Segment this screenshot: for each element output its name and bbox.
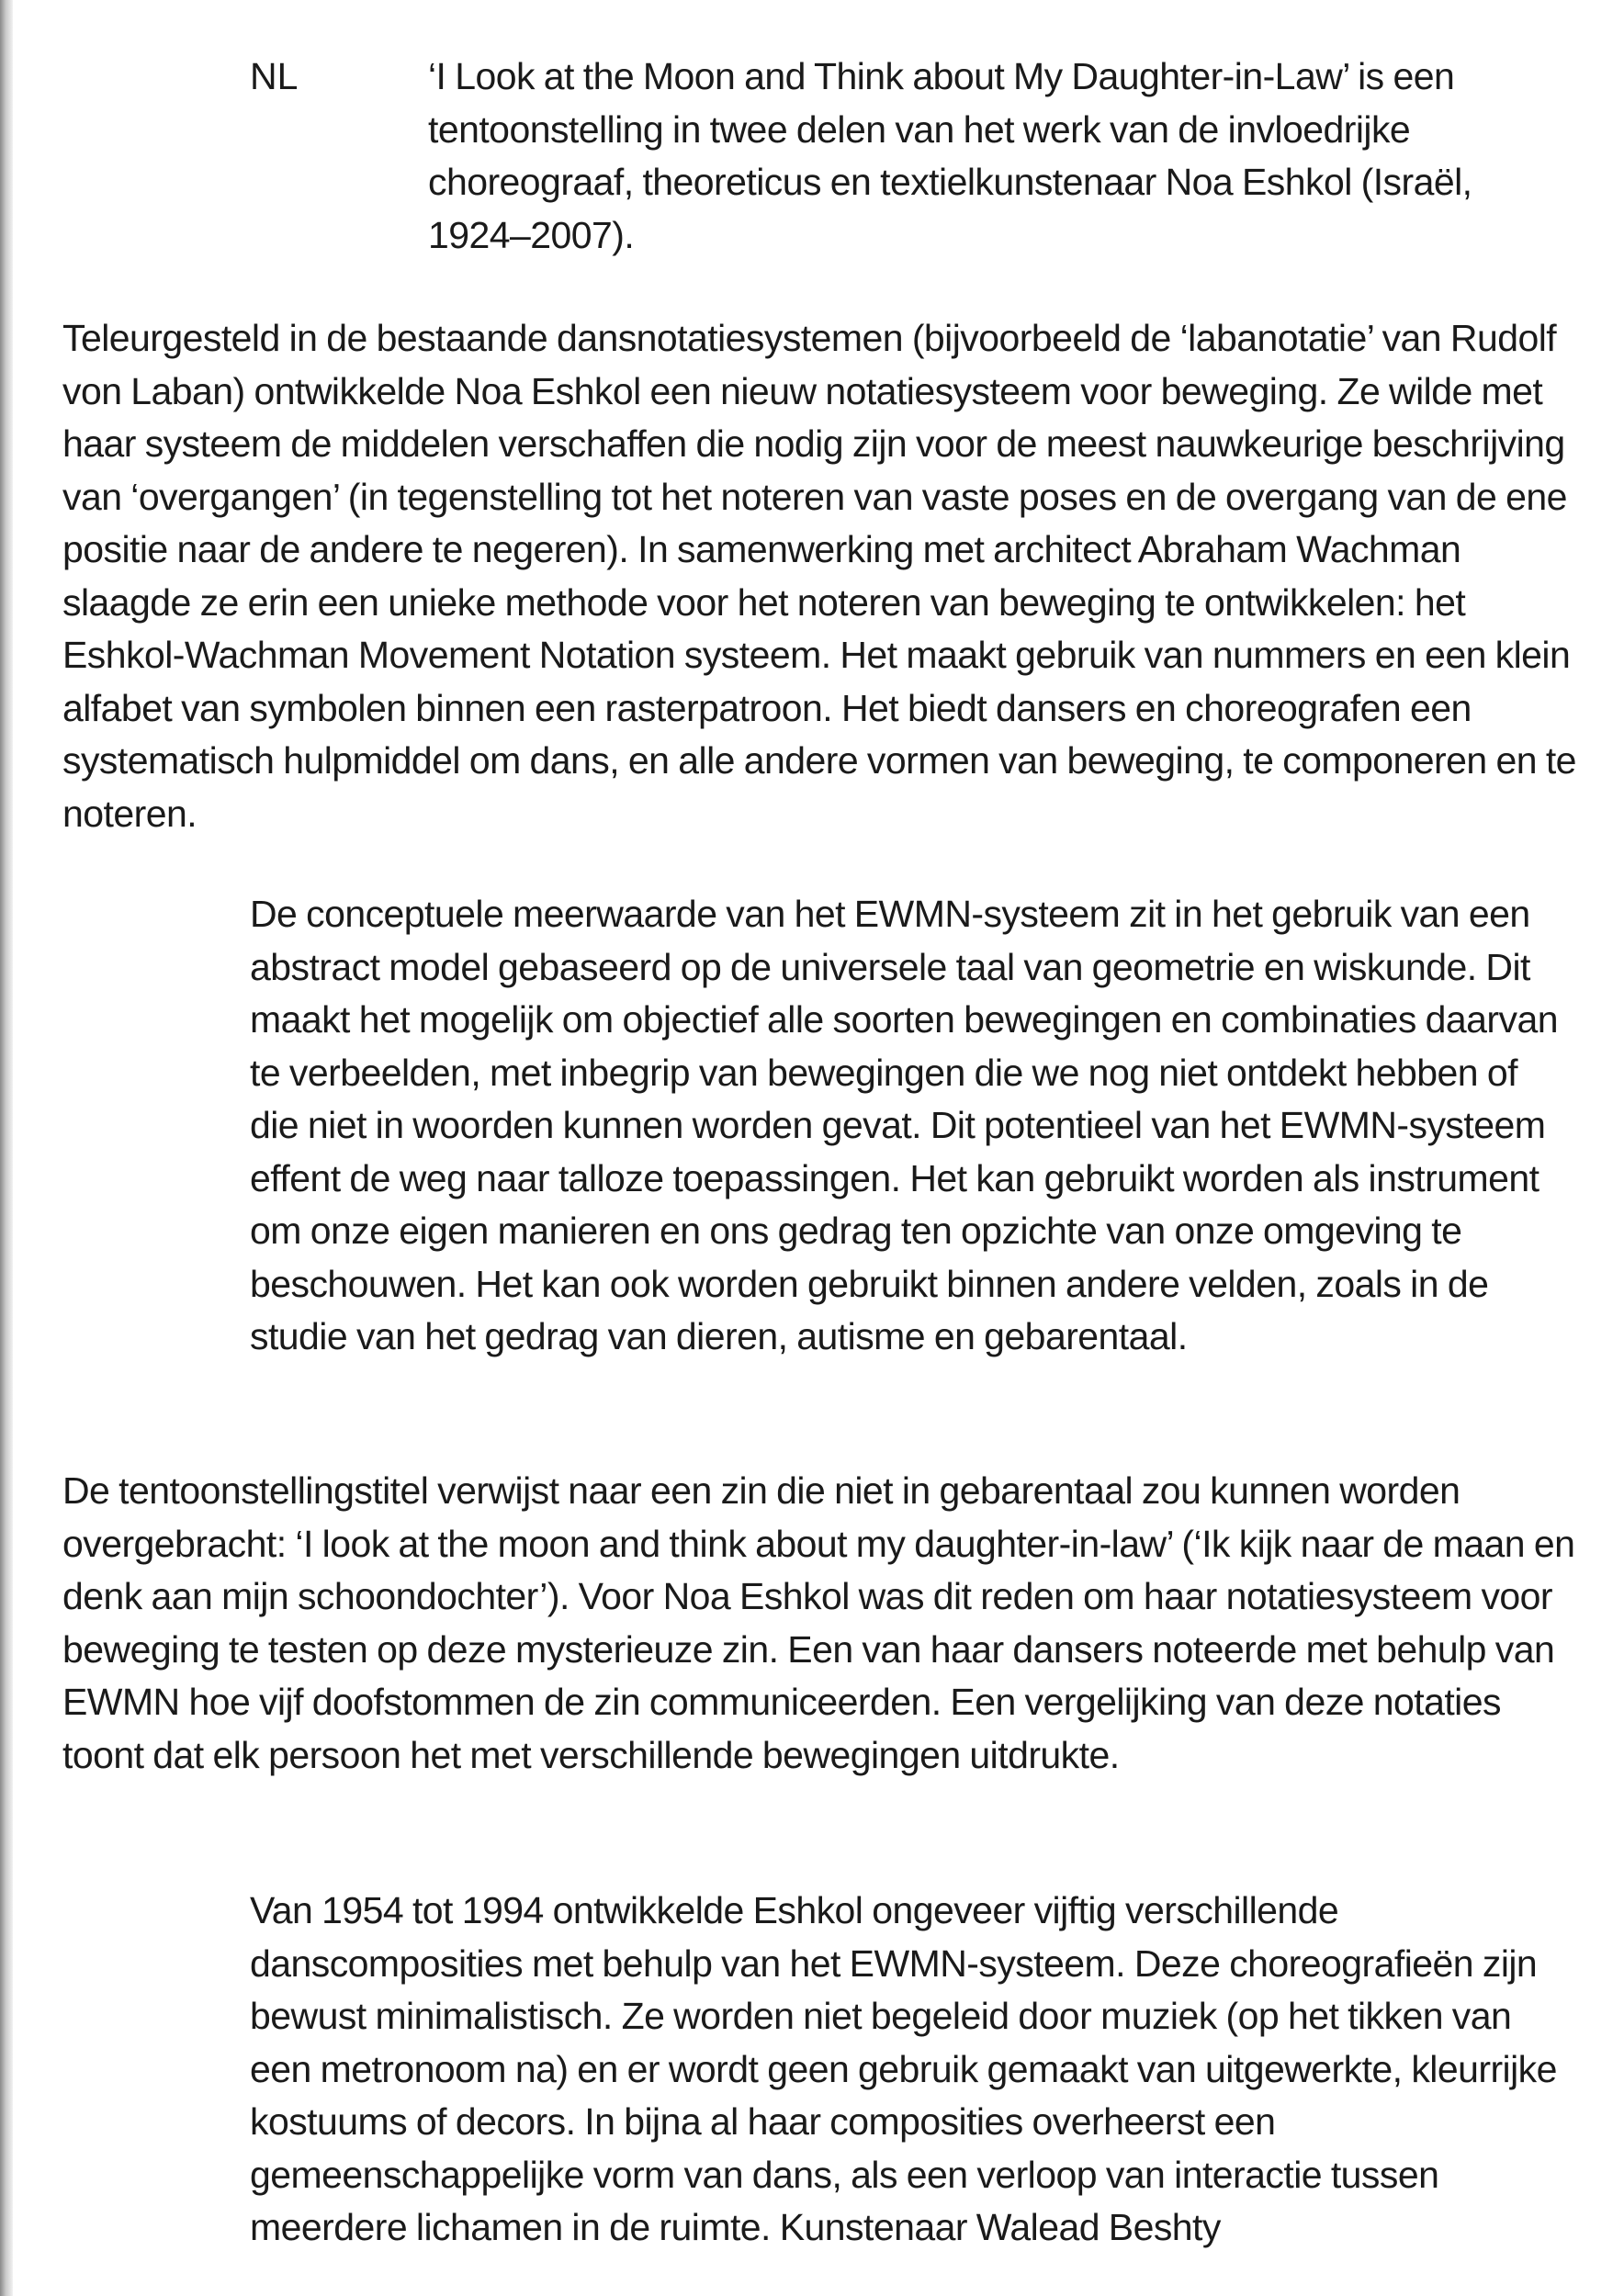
paragraph-compositions: Van 1954 tot 1994 ontwikkelde Eshkol ongeveer vijftig verschillende danscomposities met behulp van het EWMN-systeem. Deze choreografieën zijn bewust minimalistisch. Ze worden niet begeleid door muziek (op het tikken van een metronoom na) en er wordt geen gebruik gemaakt van uitgewerkte, kleurrijke kostuums of decors. In bijna al haar composities overheerst een gemeenschappelijke vorm van dans, als een verloop van interactie tussen meerdere lichamen in de ruimte. Kunstenaar Walead Beshty: [250, 1889, 1557, 2248]
language-label: NL: [250, 55, 299, 97]
intro-paragraph: ‘I Look at the Moon and Think about My Daughter-in-Law’ is een tentoonstelling in twee delen van het werk van de invloedrijke choreograaf, theoreticus en textielkunstenaar Noa Eshkol (Israël, 1924–2007).: [428, 55, 1472, 256]
paragraph-notation-history: Teleurgesteld in de bestaande dansnotatiesystemen (bijvoorbeeld de ‘labanotatie’ van Rudolf von Laban) ontwikkelde Noa Eshkol een nieuw notatiesysteem voor beweging. Ze wilde met haar systeem de middelen verschaffen die nodig zijn voor de meest nauwkeurige beschrijving van ‘overgangen’ (in tegenstelling tot het noteren van vaste poses en de overgang van de ene positie naar de andere te negeren). In samenwerking met architect Abraham Wachman slaagde ze erin een unieke methode voor het noteren van beweging te ontwikkelen: het Eshkol-Wachman Movement Notation systeem. Het maakt gebruik van nummers en een klein alfabet van symbolen binnen een rasterpatroon. Het biedt dansers en choreografen een systematisch hulpmiddel om dans, en alle andere vormen van beweging, te componeren en te noteren.: [62, 317, 1576, 835]
paragraph-exhibition-title: De tentoonstellingstitel verwijst naar een zin die niet in gebarentaal zou kunnen worden overgebracht: ‘I look at the moon and think about my daughter-in-law’ (‘Ik kijk naar de maan en denk aan mijn schoondochter’). Voor Noa Eshkol was dit reden om haar notatiesysteem voor beweging te testen op deze mysterieuze zin. Een van haar dansers noteerde met behulp van EWMN hoe vijf doofstommen de zin communiceerden. Een vergelijking van deze notaties toont dat elk persoon het met verschillende bewegingen uitdrukte.: [62, 1469, 1575, 1776]
paragraph-ewmn-concept: De conceptuele meerwaarde van het EWMN-systeem zit in het gebruik van een abstract model gebaseerd op de universele taal van geometrie en wiskunde. Dit maakt het mogelijk om objectief alle soorten bewegingen en combinaties daarvan te verbeelden, met inbegrip van bewegingen die we nog niet ontdekt hebben of die niet in woorden kunnen worden gevat. Dit potentieel van het EWMN-systeem effent de weg naar talloze toepassingen. Het kan gebruikt worden als instrument om onze eigen manieren en ons gedrag ten opzichte van onze omgeving te beschouwen. Het kan ook worden gebruikt binnen andere velden, zoals in de studie van het gedrag van dieren, autisme en gebarentaal.: [250, 893, 1558, 1357]
